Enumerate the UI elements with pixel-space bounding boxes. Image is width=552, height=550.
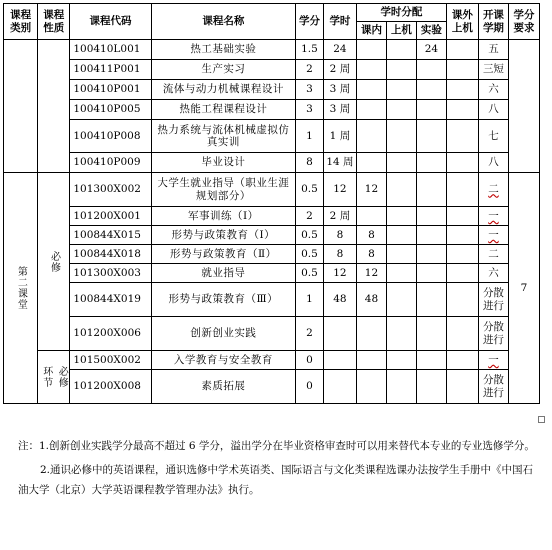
on-machine <box>386 245 416 264</box>
group-required2-label: 必修 <box>56 366 68 388</box>
course-name: 形势与政策教育（Ⅲ） <box>151 283 295 317</box>
in-class: 48 <box>357 283 387 317</box>
course-code: 101200X008 <box>70 370 151 404</box>
table-row <box>4 207 540 226</box>
course-code: 100410L001 <box>70 40 151 60</box>
group-required-label: 必修 <box>48 250 60 273</box>
outside <box>446 100 478 120</box>
on-machine <box>386 226 416 245</box>
semester-text: 一 <box>488 228 499 241</box>
on-machine <box>386 264 416 283</box>
course-name: 素质拓展 <box>151 370 295 404</box>
semester <box>478 351 508 370</box>
note-2: 2.通识必修中的英语课程，通识选修中学术英语类、国际语言与文化类课程选课办法按学生手册中《中国石油大学（北京）大学英语课程教学管理办法》执行。 <box>18 464 534 496</box>
course-name: 流体与动力机械课程设计 <box>151 80 295 100</box>
course-code: 100410P005 <box>70 100 151 120</box>
in-class <box>357 100 387 120</box>
table-row <box>4 40 540 60</box>
nature-cell-empty <box>38 40 70 173</box>
semester <box>478 173 508 207</box>
in-class <box>357 207 387 226</box>
header-experiment: 实验 <box>416 22 446 40</box>
in-class <box>357 153 387 173</box>
header-requirement: 学分要求 <box>508 4 539 40</box>
hours: 3 周 <box>323 80 356 100</box>
semester: 二 <box>478 245 508 264</box>
outside <box>446 351 478 370</box>
experiment <box>416 173 446 207</box>
course-code: 100410P001 <box>70 80 151 100</box>
header-on-machine: 上机 <box>386 22 416 40</box>
group-second-classroom-label: 第二课堂 <box>15 266 27 310</box>
course-code: 101300X003 <box>70 264 151 283</box>
hours <box>323 351 356 370</box>
header-nature: 课程性质 <box>38 4 70 40</box>
group-link-label: 环节 <box>40 366 52 388</box>
in-class <box>357 351 387 370</box>
table-row <box>4 120 540 153</box>
outside <box>446 173 478 207</box>
in-class: 12 <box>357 173 387 207</box>
semester-text: 二 <box>488 183 499 196</box>
course-code: 100410P009 <box>70 153 151 173</box>
outside <box>446 283 478 317</box>
outside <box>446 153 478 173</box>
semester: 分散进行 <box>478 370 508 404</box>
hours: 3 周 <box>323 100 356 120</box>
credit: 0.5 <box>296 264 324 283</box>
credit: 3 <box>296 80 324 100</box>
experiment <box>416 317 446 351</box>
outside <box>446 60 478 80</box>
hours: 48 <box>323 283 356 317</box>
credit: 0 <box>296 370 324 404</box>
course-name: 创新创业实践 <box>151 317 295 351</box>
notes-section <box>18 436 538 500</box>
table-row <box>4 351 540 370</box>
table-row <box>4 226 540 245</box>
on-machine <box>386 40 416 60</box>
semester: 七 <box>478 120 508 153</box>
table-row <box>4 60 540 80</box>
course-name: 就业指导 <box>151 264 295 283</box>
header-semester: 开课学期 <box>478 4 508 40</box>
in-class <box>357 317 387 351</box>
semester: 分散进行 <box>478 283 508 317</box>
semester: 六 <box>478 264 508 283</box>
course-code: 101200X001 <box>70 207 151 226</box>
semester-text: 一 <box>488 209 499 222</box>
hours: 12 <box>323 173 356 207</box>
credit: 0.5 <box>296 226 324 245</box>
hours: 14 周 <box>323 153 356 173</box>
outside <box>446 245 478 264</box>
semester <box>478 226 508 245</box>
table-row <box>4 100 540 120</box>
table-row <box>4 153 540 173</box>
course-name: 大学生就业指导（职业生涯规划部分） <box>151 173 295 207</box>
hours: 12 <box>323 264 356 283</box>
credit: 0.5 <box>296 173 324 207</box>
course-name: 军事训练（Ⅰ） <box>151 207 295 226</box>
header-credit: 学分 <box>296 4 324 40</box>
hours: 8 <box>323 245 356 264</box>
semester <box>478 207 508 226</box>
outside <box>446 370 478 404</box>
category-cell-empty <box>4 40 38 173</box>
course-name: 热力系统与流体机械虚拟仿真实训 <box>151 120 295 153</box>
experiment <box>416 153 446 173</box>
course-name: 热能工程课程设计 <box>151 100 295 120</box>
hours: 2 周 <box>323 207 356 226</box>
course-code: 100410P008 <box>70 120 151 153</box>
credit: 0.5 <box>296 245 324 264</box>
experiment <box>416 370 446 404</box>
course-code: 101300X002 <box>70 173 151 207</box>
semester: 八 <box>478 100 508 120</box>
experiment <box>416 100 446 120</box>
credit: 1.5 <box>296 40 324 60</box>
experiment: 24 <box>416 40 446 60</box>
in-class: 8 <box>357 226 387 245</box>
in-class <box>357 40 387 60</box>
on-machine <box>386 173 416 207</box>
outside <box>446 317 478 351</box>
on-machine <box>386 153 416 173</box>
course-code: 101200X006 <box>70 317 151 351</box>
credit: 0 <box>296 351 324 370</box>
group-second-classroom <box>4 173 38 404</box>
table-row <box>4 283 540 317</box>
outside <box>446 207 478 226</box>
header-category: 课程类别 <box>4 4 38 40</box>
table-row <box>4 370 540 404</box>
table-row <box>4 317 540 351</box>
semester-text: 一 <box>488 353 499 366</box>
course-name: 热工基础实验 <box>151 40 295 60</box>
on-machine <box>386 317 416 351</box>
group-link <box>38 351 70 404</box>
hours: 2 周 <box>323 60 356 80</box>
header-name: 课程名称 <box>151 4 295 40</box>
outside <box>446 40 478 60</box>
experiment <box>416 245 446 264</box>
note-1: 注：1.创新创业实践学分最高不超过 6 学分，溢出学分在毕业资格审查时可以用来替代本专业的专业选修学分。 <box>18 440 535 452</box>
experiment <box>416 283 446 317</box>
on-machine <box>386 80 416 100</box>
requirement-empty <box>508 40 539 173</box>
course-code: 100844X015 <box>70 226 151 245</box>
course-code: 100411P001 <box>70 60 151 80</box>
credit: 8 <box>296 153 324 173</box>
header-outside: 课外上机 <box>446 4 478 40</box>
in-class <box>357 80 387 100</box>
semester: 三短 <box>478 60 508 80</box>
table-resize-handle[interactable] <box>538 416 545 423</box>
experiment <box>416 351 446 370</box>
on-machine <box>386 120 416 153</box>
on-machine <box>386 283 416 317</box>
hours: 24 <box>323 40 356 60</box>
course-name: 入学教育与安全教育 <box>151 351 295 370</box>
on-machine <box>386 60 416 80</box>
header-code: 课程代码 <box>70 4 151 40</box>
credit: 2 <box>296 207 324 226</box>
outside <box>446 120 478 153</box>
course-name: 形势与政策教育（Ⅰ） <box>151 226 295 245</box>
in-class: 12 <box>357 264 387 283</box>
table-row <box>4 173 540 207</box>
outside <box>446 264 478 283</box>
hours: 8 <box>323 226 356 245</box>
experiment <box>416 80 446 100</box>
experiment <box>416 60 446 80</box>
curriculum-table <box>3 3 540 404</box>
hours <box>323 370 356 404</box>
credit: 2 <box>296 317 324 351</box>
outside <box>446 80 478 100</box>
credit: 3 <box>296 100 324 120</box>
group-required <box>38 173 70 351</box>
table-row <box>4 80 540 100</box>
semester: 六 <box>478 80 508 100</box>
on-machine <box>386 370 416 404</box>
semester: 分散进行 <box>478 317 508 351</box>
outside <box>446 226 478 245</box>
header-hours: 学时 <box>323 4 356 40</box>
header-distribution: 学时分配 <box>357 4 447 22</box>
experiment <box>416 120 446 153</box>
hours <box>323 317 356 351</box>
in-class <box>357 60 387 80</box>
table-row <box>4 264 540 283</box>
on-machine <box>386 100 416 120</box>
experiment <box>416 264 446 283</box>
credit: 2 <box>296 60 324 80</box>
course-name: 生产实习 <box>151 60 295 80</box>
hours: 1 周 <box>323 120 356 153</box>
header-in-class: 课内 <box>357 22 387 40</box>
credit: 1 <box>296 120 324 153</box>
course-name: 毕业设计 <box>151 153 295 173</box>
course-name: 形势与政策教育（Ⅱ） <box>151 245 295 264</box>
in-class: 8 <box>357 245 387 264</box>
in-class <box>357 370 387 404</box>
experiment <box>416 207 446 226</box>
semester: 五 <box>478 40 508 60</box>
course-code: 100844X019 <box>70 283 151 317</box>
semester: 八 <box>478 153 508 173</box>
experiment <box>416 226 446 245</box>
in-class <box>357 120 387 153</box>
credit-requirement: 7 <box>508 173 539 404</box>
on-machine <box>386 351 416 370</box>
credit: 1 <box>296 283 324 317</box>
on-machine <box>386 207 416 226</box>
table-row <box>4 245 540 264</box>
course-code: 101500X002 <box>70 351 151 370</box>
course-code: 100844X018 <box>70 245 151 264</box>
